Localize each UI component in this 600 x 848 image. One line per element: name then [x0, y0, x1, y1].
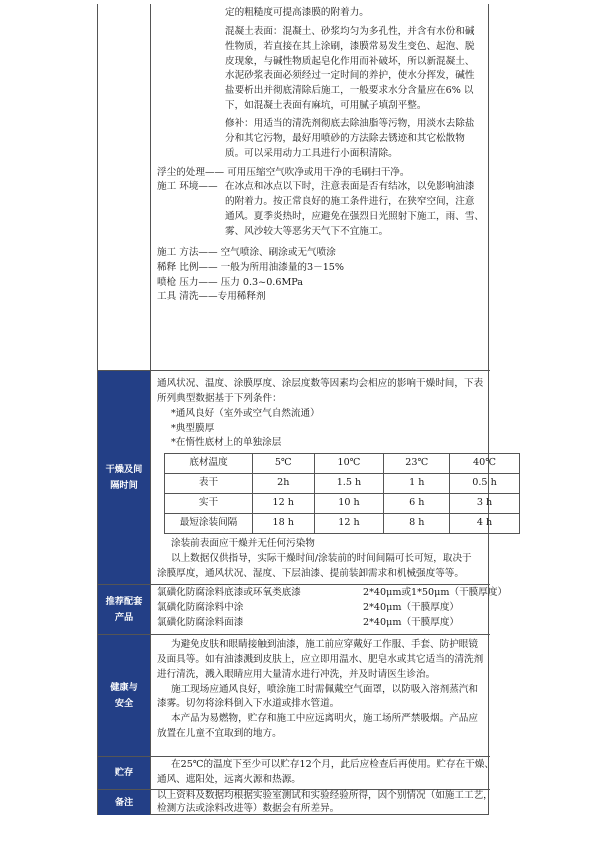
- health-line: 进行清洗，溅入眼睛应用大量清水进行冲洗，并及时请医生诊治。: [157, 668, 436, 680]
- notes-line: 以上资料及数据均根据实验室测试和实验经验所得，因个别情况（如施工工艺，: [157, 790, 493, 801]
- drying-section: [98, 370, 497, 584]
- env-line: 通风。夏季炎热时，应避免在强烈日光照射下施工，雨、雪、: [225, 211, 485, 223]
- storage-line: 通风、遮阳处，远离火源和热源。: [157, 773, 301, 785]
- table-cell: 3 h: [450, 494, 520, 514]
- health-line: 施工现场应通风良好，喷涂施工时需佩戴空气面罩，以防吸入溶剂蒸汽和: [171, 683, 478, 695]
- table-row: [165, 474, 520, 494]
- table-cell: 10 h: [314, 494, 384, 514]
- intro-line: 定的粗糙度可提高漆膜的附着力。: [225, 7, 369, 18]
- product-spec: 2*40μm（干膜厚度）: [363, 616, 460, 628]
- table-cell: 1 h: [384, 474, 450, 494]
- env-line: 的附着力。按正常良好的施工条件进行，在狭窄空间，注意: [225, 196, 475, 208]
- storage-label: 贮存: [98, 757, 150, 789]
- env-line: 在冰点和冰点以下时，注意表面是否有结冰，以免影响油漆: [225, 181, 475, 193]
- env-label: 施工 环境——: [157, 181, 218, 193]
- product-name: 氯磺化防腐涂料中涂: [157, 601, 244, 613]
- product-name: 氯磺化防腐涂料底漆或环氧类底漆: [157, 587, 301, 598]
- dust-line: 浮尘的处理—— 可用压缩空气吹净或用干净的毛刷扫干净。: [157, 166, 410, 178]
- table-header-cell: 10℃: [314, 454, 384, 474]
- application-section: [98, 4, 490, 370]
- application-content: [150, 4, 490, 370]
- drying-line: 所列典型数据基于下列条件：: [157, 392, 282, 404]
- table-cell: 2h: [253, 474, 315, 494]
- health-line: 为避免皮肤和眼睛接触到油漆，施工前应穿戴好工作服、手套、防护眼镜: [171, 639, 478, 650]
- concrete-line: 盐要析出并彻底清除后施工，一般要求水分含量应在6% 以: [225, 85, 474, 97]
- table-cell: 最短涂装间隔: [165, 514, 253, 534]
- storage-section: [98, 756, 494, 789]
- repair-line: 质。可以采用动力工具进行小面积清除。: [225, 147, 398, 159]
- product-spec: 2*40μm（干膜厚度）: [363, 601, 460, 613]
- products-section: [98, 584, 508, 634]
- table-header-cell: 40℃: [450, 454, 520, 474]
- table-header-cell: 5℃: [253, 454, 315, 474]
- table-cell: 1.5 h: [314, 474, 384, 494]
- drying-condition: *典型膜厚: [171, 422, 215, 434]
- table-header-row: [165, 454, 520, 474]
- thinner-line: 稀释 比例—— 一般为所用油漆量的3－15%: [157, 261, 345, 273]
- drying-note: 涂膜厚度，通风状况、湿度、下层油漆、提前装卸需求和机械强度等等。: [157, 568, 464, 580]
- notes-label: 备注: [98, 790, 150, 815]
- table-cell: 8 h: [384, 514, 450, 534]
- repair-line: 修补：用适当的清洗剂彻底去除油脂等污物，用淡水去除盐: [225, 118, 475, 130]
- health-line: 及面具等。如有油漆溅到皮肤上，应立即用温水、肥皂水或其它适当的清洗剂: [157, 653, 484, 665]
- concrete-line: 性物质，若直接在其上涂刷，漆膜常易发生变色、起泡、脱: [225, 40, 475, 52]
- table-cell: 12 h: [253, 494, 315, 514]
- product-item: [157, 586, 508, 601]
- product-item: [157, 601, 484, 616]
- drying-label: 干燥及间 隔时间: [98, 371, 150, 584]
- notes-line: 检测方法或涂料改进等）数据会有所差异。: [157, 802, 340, 814]
- table-cell: 18 h: [253, 514, 315, 534]
- concrete-line: 皮现象，与碱性物质起皂化作用而补破坏，所以新混凝土、: [225, 55, 475, 67]
- health-line: 本产品为易燃物，贮存和施工中应远离明火，施工场所严禁吸烟。产品应: [171, 713, 478, 725]
- table-header-cell: 底材温度: [165, 454, 253, 474]
- pressure-line: 喷枪 压力—— 压力 0.3~0.6MPa: [157, 276, 304, 288]
- concrete-line: 下，如混凝土表面有麻坑，可用腻子填刮平整。: [225, 100, 427, 112]
- health-line: 漆雾。切勿将涂料倒入下水道或排水管道。: [157, 698, 340, 710]
- table-cell: 实干: [165, 494, 253, 514]
- health-section: [98, 634, 490, 756]
- method-line: 施工 方法—— 空气喷涂、刷涂或无气喷涂: [157, 246, 336, 258]
- drying-note: 涂装前表面应干燥并无任何污染物: [171, 538, 315, 550]
- tools-line: 工具 清洗——专用稀释剂: [157, 291, 266, 303]
- data-sheet: [97, 4, 508, 815]
- table-header-cell: 23℃: [384, 454, 450, 474]
- drying-condition: *在惰性底材上的单独涂层: [171, 437, 282, 449]
- products-label: 推荐配套 产品: [98, 585, 150, 634]
- repair-line: 分和其它污物，最好用喷砂的方法除去锈迹和其它松散物: [225, 132, 465, 144]
- table-row: [165, 514, 520, 534]
- product-name: 氯磺化防腐涂料面漆: [157, 616, 244, 628]
- table-cell: 6 h: [384, 494, 450, 514]
- drying-note: 以上数据仅供指导，实际干燥时间/涂装前的时间间隔可长可短，取决于: [171, 553, 472, 565]
- product-item: [157, 616, 484, 631]
- product-spec: 2*40μm或1*50μm（干膜厚度）: [363, 587, 508, 598]
- health-content: [150, 635, 490, 756]
- table-cell: 12 h: [314, 514, 384, 534]
- notes-section: [98, 789, 493, 815]
- table-cell: 4 h: [450, 514, 520, 534]
- concrete-line: 水泥砂浆表面必须经过一定时间的养护，使水分挥发，碱性: [225, 70, 475, 82]
- drying-table: [164, 453, 520, 534]
- table-row: [165, 494, 520, 514]
- health-label: 健康与 安全: [98, 635, 150, 756]
- health-line: 放置在儿童不宜取到的地方。: [157, 728, 282, 740]
- products-content: [150, 585, 508, 634]
- drying-line: 通风状况、温度、涂膜厚度、涂层度数等因素均会相应的影响干燥时间，下表: [157, 378, 484, 389]
- drying-condition: *通风良好（室外或空气自然流通）: [171, 407, 320, 419]
- table-cell: 0.5 h: [450, 474, 520, 494]
- drying-content: [150, 371, 497, 584]
- env-line: 雾、风沙较大等恶劣天气下不宜施工。: [225, 226, 389, 238]
- table-cell: 表干: [165, 474, 253, 494]
- storage-content: [150, 757, 494, 789]
- concrete-line: 混凝土表面：混凝土、砂浆均匀为多孔性，并含有水份和碱: [225, 25, 475, 37]
- notes-content: [150, 790, 493, 815]
- storage-line: 在25℃的温度下至少可以贮存12个月，此后应检查后再使用。贮存在干燥、: [171, 759, 494, 770]
